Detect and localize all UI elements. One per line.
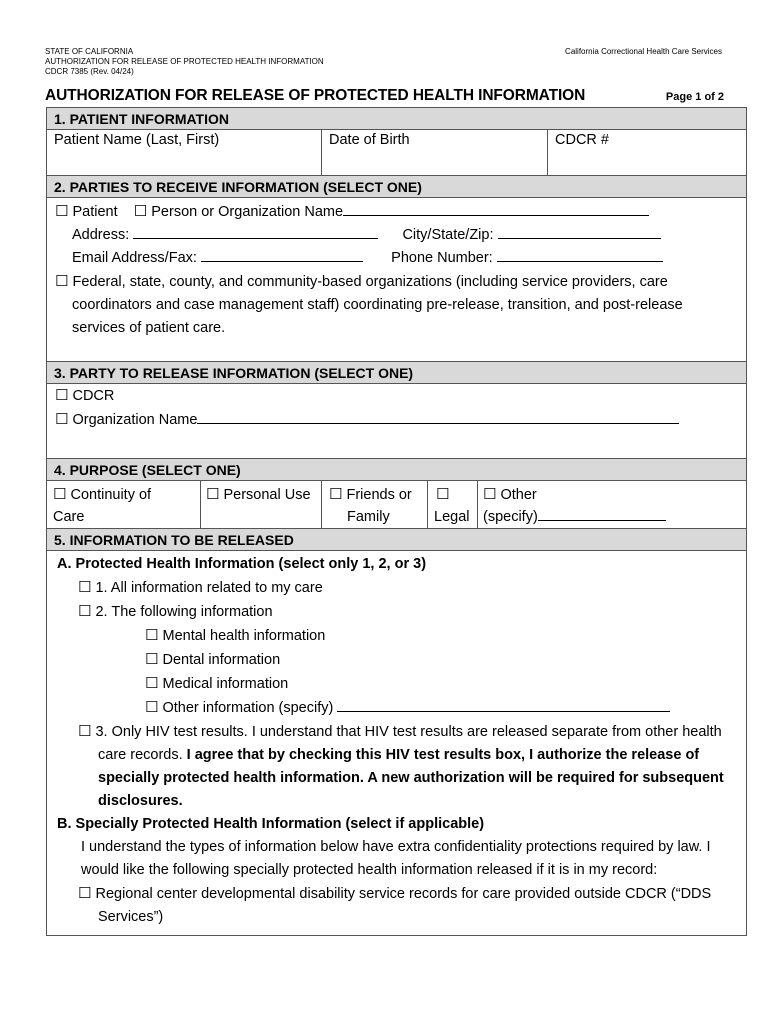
specify-label: (specify): [483, 509, 538, 525]
patient-name-field[interactable]: [47, 130, 322, 175]
hiv-test-label: 3. Only HIV test results. I understand that HIV test results are released separate from other health care records.: [95, 724, 722, 763]
part-a-title: A. Protected Health Information (select only 1, 2, or 3): [57, 556, 427, 572]
following-information-label: 2. The following information: [95, 604, 273, 620]
agency-label: California Correctional Health Care Services: [565, 47, 722, 56]
other-information-label: Other information (specify): [162, 700, 334, 716]
hiv-test-checkbox[interactable]: ☐: [78, 723, 92, 740]
continuity-of-care-label-1: Continuity of: [70, 487, 152, 503]
following-information-checkbox[interactable]: ☐: [78, 603, 92, 620]
page-title: AUTHORIZATION FOR RELEASE OF PROTECTED HEALTH INFORMATION: [45, 87, 586, 104]
organization-release-checkbox[interactable]: ☐: [55, 411, 69, 428]
authorization-form: [46, 107, 747, 936]
email-fax-input[interactable]: [201, 247, 363, 262]
friends-family-label-2: Family: [347, 509, 390, 525]
address-label: Address:: [72, 227, 130, 243]
cdcr-release-checkbox[interactable]: ☐: [55, 387, 69, 404]
section-5-heading: 5. INFORMATION TO BE RELEASED: [47, 529, 746, 551]
person-org-label: Person or Organization Name: [151, 204, 344, 220]
other-information-input[interactable]: [337, 697, 670, 712]
person-org-name-input[interactable]: [343, 201, 649, 216]
organization-name-input[interactable]: [197, 409, 679, 424]
patient-option-label: Patient: [72, 204, 118, 220]
address-input[interactable]: [133, 224, 378, 239]
federal-orgs-checkbox[interactable]: ☐: [55, 273, 69, 290]
dental-checkbox[interactable]: ☐: [145, 651, 159, 668]
section-1-heading: 1. PATIENT INFORMATION: [47, 108, 746, 130]
other-purpose-label: Other: [500, 487, 537, 503]
phone-number-input[interactable]: [497, 247, 663, 262]
section-information-to-release: [47, 529, 746, 935]
dental-label: Dental information: [162, 652, 281, 668]
medical-checkbox[interactable]: ☐: [145, 675, 159, 692]
cdcr-number-field[interactable]: [548, 130, 746, 175]
form-header-left: [45, 47, 324, 77]
legal-checkbox[interactable]: ☐: [436, 486, 450, 503]
all-information-label: 1. All information related to my care: [95, 580, 323, 596]
section-3-heading: 3. PARTY TO RELEASE INFORMATION (SELECT ONE): [47, 362, 746, 384]
date-of-birth-field[interactable]: [322, 130, 548, 175]
hiv-authorization-statement: I agree that by checking this HIV test results box, I authorize the release of specially protected health information. A new authorization will be required for subsequent disclosures.: [98, 747, 724, 809]
other-purpose-input[interactable]: [538, 506, 666, 521]
other-purpose-checkbox[interactable]: ☐: [483, 486, 497, 503]
continuity-of-care-label-2: Care: [53, 509, 85, 525]
date-of-birth-label: Date of Birth: [329, 132, 410, 148]
person-org-checkbox[interactable]: ☐: [133, 203, 148, 220]
friends-family-label-1: Friends or: [346, 487, 412, 503]
patient-checkbox[interactable]: ☐: [55, 203, 69, 220]
section-purpose: [47, 459, 746, 529]
phone-number-label: Phone Number:: [391, 250, 493, 266]
state-label: STATE OF CALIFORNIA: [45, 47, 134, 56]
section-party-to-release: [47, 362, 746, 459]
medical-label: Medical information: [162, 676, 289, 692]
cdcr-number-label: CDCR #: [555, 132, 609, 148]
other-information-checkbox[interactable]: ☐: [145, 699, 159, 716]
continuity-of-care-checkbox[interactable]: ☐: [53, 486, 67, 503]
personal-use-label: Personal Use: [223, 487, 311, 503]
mental-health-checkbox[interactable]: ☐: [145, 627, 159, 644]
dds-services-checkbox[interactable]: ☐: [78, 885, 92, 902]
personal-use-checkbox[interactable]: ☐: [206, 486, 220, 503]
email-fax-label: Email Address/Fax:: [72, 250, 197, 266]
city-state-zip-input[interactable]: [498, 224, 661, 239]
form-name-label: AUTHORIZATION FOR RELEASE OF PROTECTED HEALTH INFORMATION: [45, 57, 324, 66]
part-b-title: B. Specially Protected Health Information (select if applicable): [57, 816, 485, 832]
organization-name-label: Organization Name: [72, 412, 198, 428]
friends-family-checkbox[interactable]: ☐: [329, 486, 343, 503]
section-2-heading: 2. PARTIES TO RECEIVE INFORMATION (SELECT ONE): [47, 176, 746, 198]
form-number-label: CDCR 7385 (Rev. 04/24): [45, 67, 134, 76]
cdcr-release-label: CDCR: [72, 388, 115, 404]
federal-orgs-label: Federal, state, county, and community-based organizations (including service providers, care coordinators and case management staff) coordinating pre-release, transition, and post-release services of patient care.: [72, 274, 683, 336]
legal-label: Legal: [434, 509, 470, 525]
all-information-checkbox[interactable]: ☐: [78, 579, 92, 596]
patient-name-label: Patient Name (Last, First): [54, 132, 220, 148]
mental-health-label: Mental health information: [162, 628, 326, 644]
section-patient-information: [47, 108, 746, 176]
city-state-zip-label: City/State/Zip:: [402, 227, 494, 243]
page-number: Page 1 of 2: [665, 91, 724, 103]
section-parties-to-receive: [47, 176, 746, 362]
dds-services-label: Regional center developmental disability service records for care provided outside CDCR (“DDS Services”): [95, 886, 712, 925]
part-b-description: I understand the types of information below have extra confidentiality protections required by law. I would like the following specially protected health information released if it is in my record:: [81, 839, 711, 878]
section-4-heading: 4. PURPOSE (SELECT ONE): [47, 459, 746, 481]
